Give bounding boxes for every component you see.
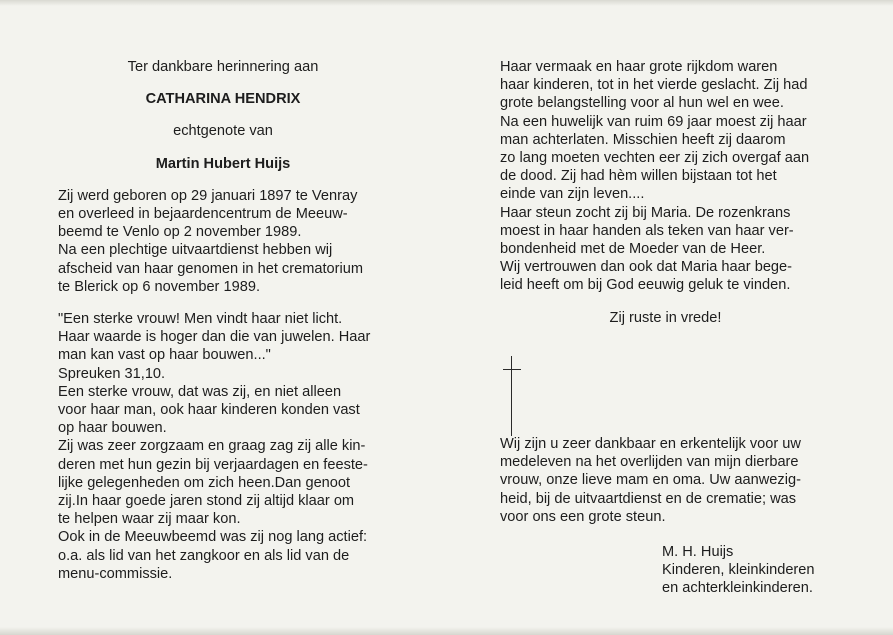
- bio-line: en overleed in bejaardencentrum de Meeuw-: [58, 206, 348, 223]
- relation-line: echtgenote van: [173, 123, 273, 140]
- tribute-line: Ook in de Meeuwbeemd was zij nog lang actief:: [58, 529, 368, 546]
- legacy-line: moest in haar handen als teken van haar ver-: [500, 222, 794, 239]
- signature-line: Kinderen, kleinkinderen: [662, 562, 815, 579]
- thanks-line: heid, bij de uitvaartdienst en de crematie; was: [500, 490, 797, 507]
- bio-line: beemd te Venlo op 2 november 1989.: [58, 224, 302, 241]
- right-panel: [500, 58, 831, 327]
- tribute-line: op haar bouwen.: [58, 420, 167, 437]
- deceased-name: CATHARINA HENDRIX: [145, 91, 301, 108]
- quote-source: Spreuken 31,10.: [58, 365, 166, 382]
- tribute-line: voor haar man, ook haar kinderen konden vast: [58, 402, 360, 419]
- left-panel: [58, 58, 388, 583]
- legacy-line: leid heeft om bij God eeuwig geluk te vinden.: [500, 277, 791, 294]
- bio-line: Zij werd geboren op 29 januari 1897 te Venray: [58, 187, 358, 204]
- legacy-line: zo lang moeten vechten eer zij zich overgaf aan: [500, 150, 810, 167]
- legacy-line: man achterlaten. Misschien heeft zij daarom: [500, 131, 786, 148]
- tribute-line: lijke gelegenheden om zich heen.Dan genoot: [58, 474, 351, 491]
- thanks-paragraph: [500, 435, 831, 526]
- bio-line: afscheid van haar genomen in het crematorium: [58, 260, 364, 277]
- biography-paragraph: [58, 187, 388, 296]
- legacy-line: einde van zijn leven....: [500, 186, 645, 203]
- tribute-line: Een sterke vrouw, dat was zij, en niet alleen: [58, 383, 342, 400]
- signature-block: [662, 543, 815, 598]
- tribute-line: Zij was zeer zorgzaam en graag zag zij alle kin-: [58, 438, 366, 455]
- legacy-line: Haar vermaak en haar grote rijkdom waren: [500, 59, 778, 75]
- quote-line: man kan vast op haar bouwen...": [58, 347, 271, 364]
- quote-line: "Een sterke vrouw! Men vindt haar niet licht.: [58, 311, 343, 328]
- thanks-line: vrouw, onze lieve mam en oma. Uw aanwezig-: [500, 472, 801, 489]
- legacy-line: haar kinderen, tot in het vierde geslacht. Zij had: [500, 77, 808, 94]
- legacy-line: Haar steun zocht zij bij Maria. De rozenkrans: [500, 204, 791, 221]
- tribute-line: zij.In haar goede jaren stond zij altijd klaar om: [58, 493, 355, 510]
- spouse-name: Martin Hubert Huijs: [155, 155, 291, 172]
- bio-line: te Blerick op 6 november 1989.: [58, 278, 260, 295]
- signature-line: en achterkleinkinderen.: [662, 580, 813, 597]
- intro-line: Ter dankbare herinnering aan: [127, 59, 319, 75]
- thanks-line: voor ons een grote steun.: [500, 508, 666, 525]
- tribute-line: menu-commissie.: [58, 565, 173, 582]
- legacy-line: Wij vertrouwen dan ook dat Maria haar bege-: [500, 259, 793, 276]
- legacy-line: bondenheid met de Moeder van de Heer.: [500, 241, 766, 258]
- legacy-paragraph: [500, 58, 831, 295]
- thanks-line: medeleven na het overlijden van mijn dierbare: [500, 454, 799, 471]
- card-bottom-edge: [0, 627, 893, 635]
- tribute-paragraph: [58, 383, 388, 583]
- thanks-line: Wij zijn u zeer dankbaar en erkentelijk voor uw: [500, 436, 801, 452]
- legacy-line: grote belangstelling voor al hun wel en wee.: [500, 95, 784, 112]
- legacy-line: de dood. Zij had hèm willen bijstaan tot het: [500, 168, 777, 185]
- tribute-line: te helpen waar zij maar kon.: [58, 511, 241, 528]
- tribute-line: o.a. als lid van het zangkoor en als lid van de: [58, 547, 350, 564]
- signature-line: M. H. Huijs: [662, 544, 734, 560]
- cross-icon: [502, 356, 522, 436]
- bio-line: Na een plechtige uitvaartdienst hebben wij: [58, 242, 333, 259]
- card-top-edge: [0, 0, 893, 6]
- tribute-line: deren met hun gezin bij verjaardagen en feeste-: [58, 456, 368, 473]
- rest-in-peace: Zij ruste in vrede!: [609, 309, 722, 326]
- scripture-quote: [58, 310, 388, 383]
- legacy-line: Na een huwelijk van ruim 69 jaar moest zij haar: [500, 113, 807, 130]
- quote-line: Haar waarde is hoger dan die van juwelen. Haar: [58, 329, 371, 346]
